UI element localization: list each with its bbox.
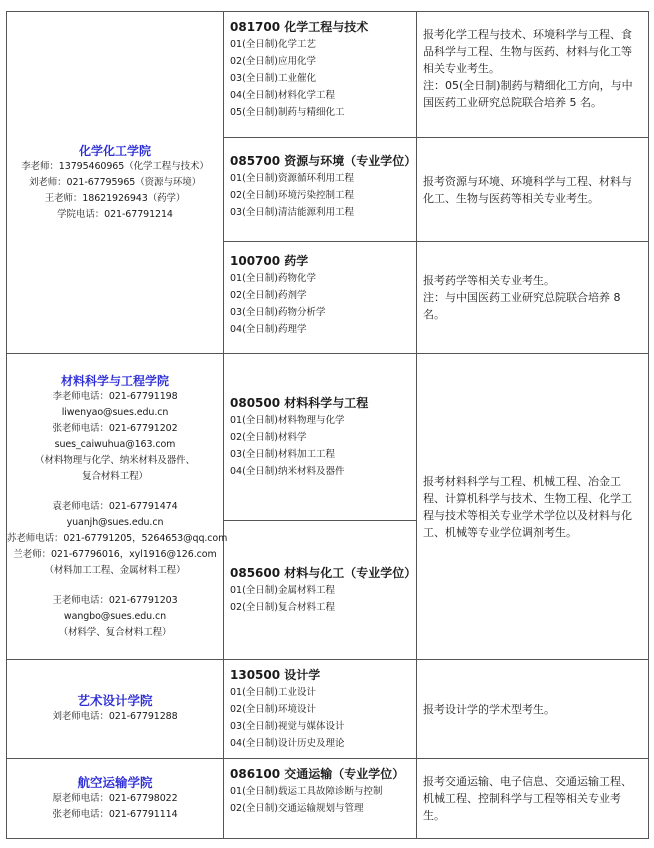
- program-direction: 05(全日制)制药与精细化工: [230, 107, 345, 118]
- program-direction: 03(全日制)工业催化: [230, 73, 317, 84]
- program-cell: [224, 660, 417, 759]
- program-direction: 02(全日制)药剂学: [230, 290, 307, 301]
- requirement-note: 注：05(全日制)制药与精细化工方向，与中国医药工业研究总院联合培养 5 名。: [423, 79, 633, 109]
- program-direction: 04(全日制)设计历史及理论: [230, 738, 345, 749]
- requirement-cell: [417, 242, 649, 354]
- program-cell: [224, 12, 417, 138]
- contact-email: yuanjh@sues.edu.cn: [66, 516, 164, 528]
- program-direction: 01(全日制)载运工具故障诊断与控制: [230, 786, 383, 797]
- requirement-cell: [417, 354, 649, 660]
- program-cell: [224, 354, 417, 521]
- college-name: 化学化工学院: [78, 143, 151, 158]
- program-cell: [224, 759, 417, 839]
- program-direction: 01(全日制)工业设计: [230, 687, 317, 698]
- program-direction: 03(全日制)清洁能源利用工程: [230, 207, 355, 218]
- program-title: 085700 资源与环境（专业学位）: [230, 154, 417, 168]
- program-direction: 04(全日制)材料化学工程: [230, 90, 336, 101]
- requirement-text: 报考药学等相关专业考生。: [423, 274, 555, 287]
- contact-direction: （材料加工工程、金属材料工程）: [44, 564, 186, 576]
- contact-line: 袁老师电话：021-67791474: [52, 500, 178, 512]
- program-direction: 02(全日制)复合材料工程: [230, 602, 336, 613]
- contact-direction: （材料物理与化学、纳米材料及器件、: [35, 454, 195, 466]
- program-direction: 02(全日制)环境污染控制工程: [230, 190, 355, 201]
- program-direction: 01(全日制)资源循环利用工程: [230, 173, 355, 184]
- contact-line: 原老师电话：021-67798022: [52, 792, 178, 804]
- contact-email: wangbo@sues.edu.cn: [63, 610, 167, 622]
- program-direction: 04(全日制)纳米材料及器件: [230, 466, 345, 477]
- college-name: 材料科学与工程学院: [60, 373, 169, 388]
- requirement-cell: [417, 12, 649, 138]
- program-direction: 03(全日制)药物分析学: [230, 307, 326, 318]
- program-direction: 02(全日制)交通运输规划与管理: [230, 803, 364, 814]
- college-name: 航空运输学院: [77, 774, 153, 790]
- contact-email: sues_caiwuhua@163.com: [54, 438, 176, 450]
- requirement-text: 报考交通运输、电子信息、交通运输工程、机械工程、控制科学与工程等相关专业考生。: [423, 775, 632, 822]
- requirement-text: 报考化学工程与技术、环境科学与工程、食品科学与工程、生物与医药、材料与化工等相关专业考生。: [423, 28, 632, 75]
- college-cell-chem: [7, 12, 224, 354]
- program-direction: 03(全日制)视觉与媒体设计: [230, 721, 345, 732]
- contact-line: 张老师电话：021-67791202: [52, 422, 178, 434]
- contact-direction: 复合材料工程）: [82, 470, 148, 482]
- program-cell: [224, 521, 417, 660]
- contact-line: 张老师电话：021-67791114: [52, 808, 178, 820]
- contact-line: 学院电话：021-67791214: [57, 208, 173, 220]
- program-title: 081700 化学工程与技术: [230, 20, 369, 34]
- contact-line: 苏老师电话：021-67791205，5264653@qq.com: [7, 532, 228, 544]
- contact-line: 李老师：13795460965（化学工程与技术）: [21, 160, 209, 172]
- contact-email: liwenyao@sues.edu.cn: [61, 406, 169, 418]
- program-cell: [224, 242, 417, 354]
- program-direction: 02(全日制)材料学: [230, 432, 307, 443]
- contact-direction: （材料学、复合材料工程）: [58, 626, 172, 638]
- contact-line: 李老师电话：021-67791198: [52, 390, 178, 402]
- program-direction: 01(全日制)金属材料工程: [230, 585, 336, 596]
- contact-line: 兰老师：021-67796016，xyl1916@126.com: [13, 548, 217, 560]
- requirement-text: 报考资源与环境、环境科学与工程、材料与化工、生物与医药等相关专业考生。: [423, 174, 632, 205]
- program-title: 080500 材料科学与工程: [230, 396, 369, 410]
- requirement-cell: [417, 759, 649, 839]
- program-title: 130500 设计学: [230, 668, 321, 682]
- program-direction: 04(全日制)药理学: [230, 324, 307, 335]
- requirement-text: 报考材料科学与工程、机械工程、冶金工程、计算机科学与技术、生物工程、化学工程与技术等相关专业学术学位以及材料与化工、机械等专业学位调剂考生。: [423, 474, 632, 539]
- college-name: 艺术设计学院: [77, 693, 153, 708]
- contact-line: 王老师：18621926943（药学）: [44, 192, 186, 204]
- requirement-cell: [417, 138, 649, 242]
- program-direction: 01(全日制)药物化学: [230, 273, 317, 284]
- program-direction: 02(全日制)环境设计: [230, 704, 317, 715]
- contact-line: 刘老师：021-67795965（资源与环境）: [28, 176, 202, 188]
- program-direction: 01(全日制)化学工艺: [230, 39, 317, 50]
- requirement-note: 注：与中国医药工业研究总院联合培养 8 名。: [423, 291, 621, 321]
- college-cell-materials: [7, 354, 228, 660]
- program-direction: 02(全日制)应用化学: [230, 56, 317, 67]
- program-title: 085600 材料与化工（专业学位）: [230, 566, 417, 580]
- program-direction: 03(全日制)材料加工工程: [230, 449, 336, 460]
- program-cell: [224, 138, 417, 242]
- college-cell-aviation: [7, 759, 224, 839]
- admissions-table: [6, 11, 649, 839]
- requirement-cell: [417, 660, 649, 759]
- requirement-text: 报考设计学的学术型考生。: [423, 702, 555, 716]
- program-title: 086100 交通运输（专业学位）: [230, 767, 405, 781]
- program-direction: 01(全日制)材料物理与化学: [230, 415, 345, 426]
- contact-line: 刘老师电话：021-67791288: [52, 711, 178, 722]
- college-cell-art: [7, 660, 224, 759]
- contact-line: 王老师电话：021-67791203: [52, 594, 178, 606]
- program-title: 100700 药学: [230, 254, 309, 268]
